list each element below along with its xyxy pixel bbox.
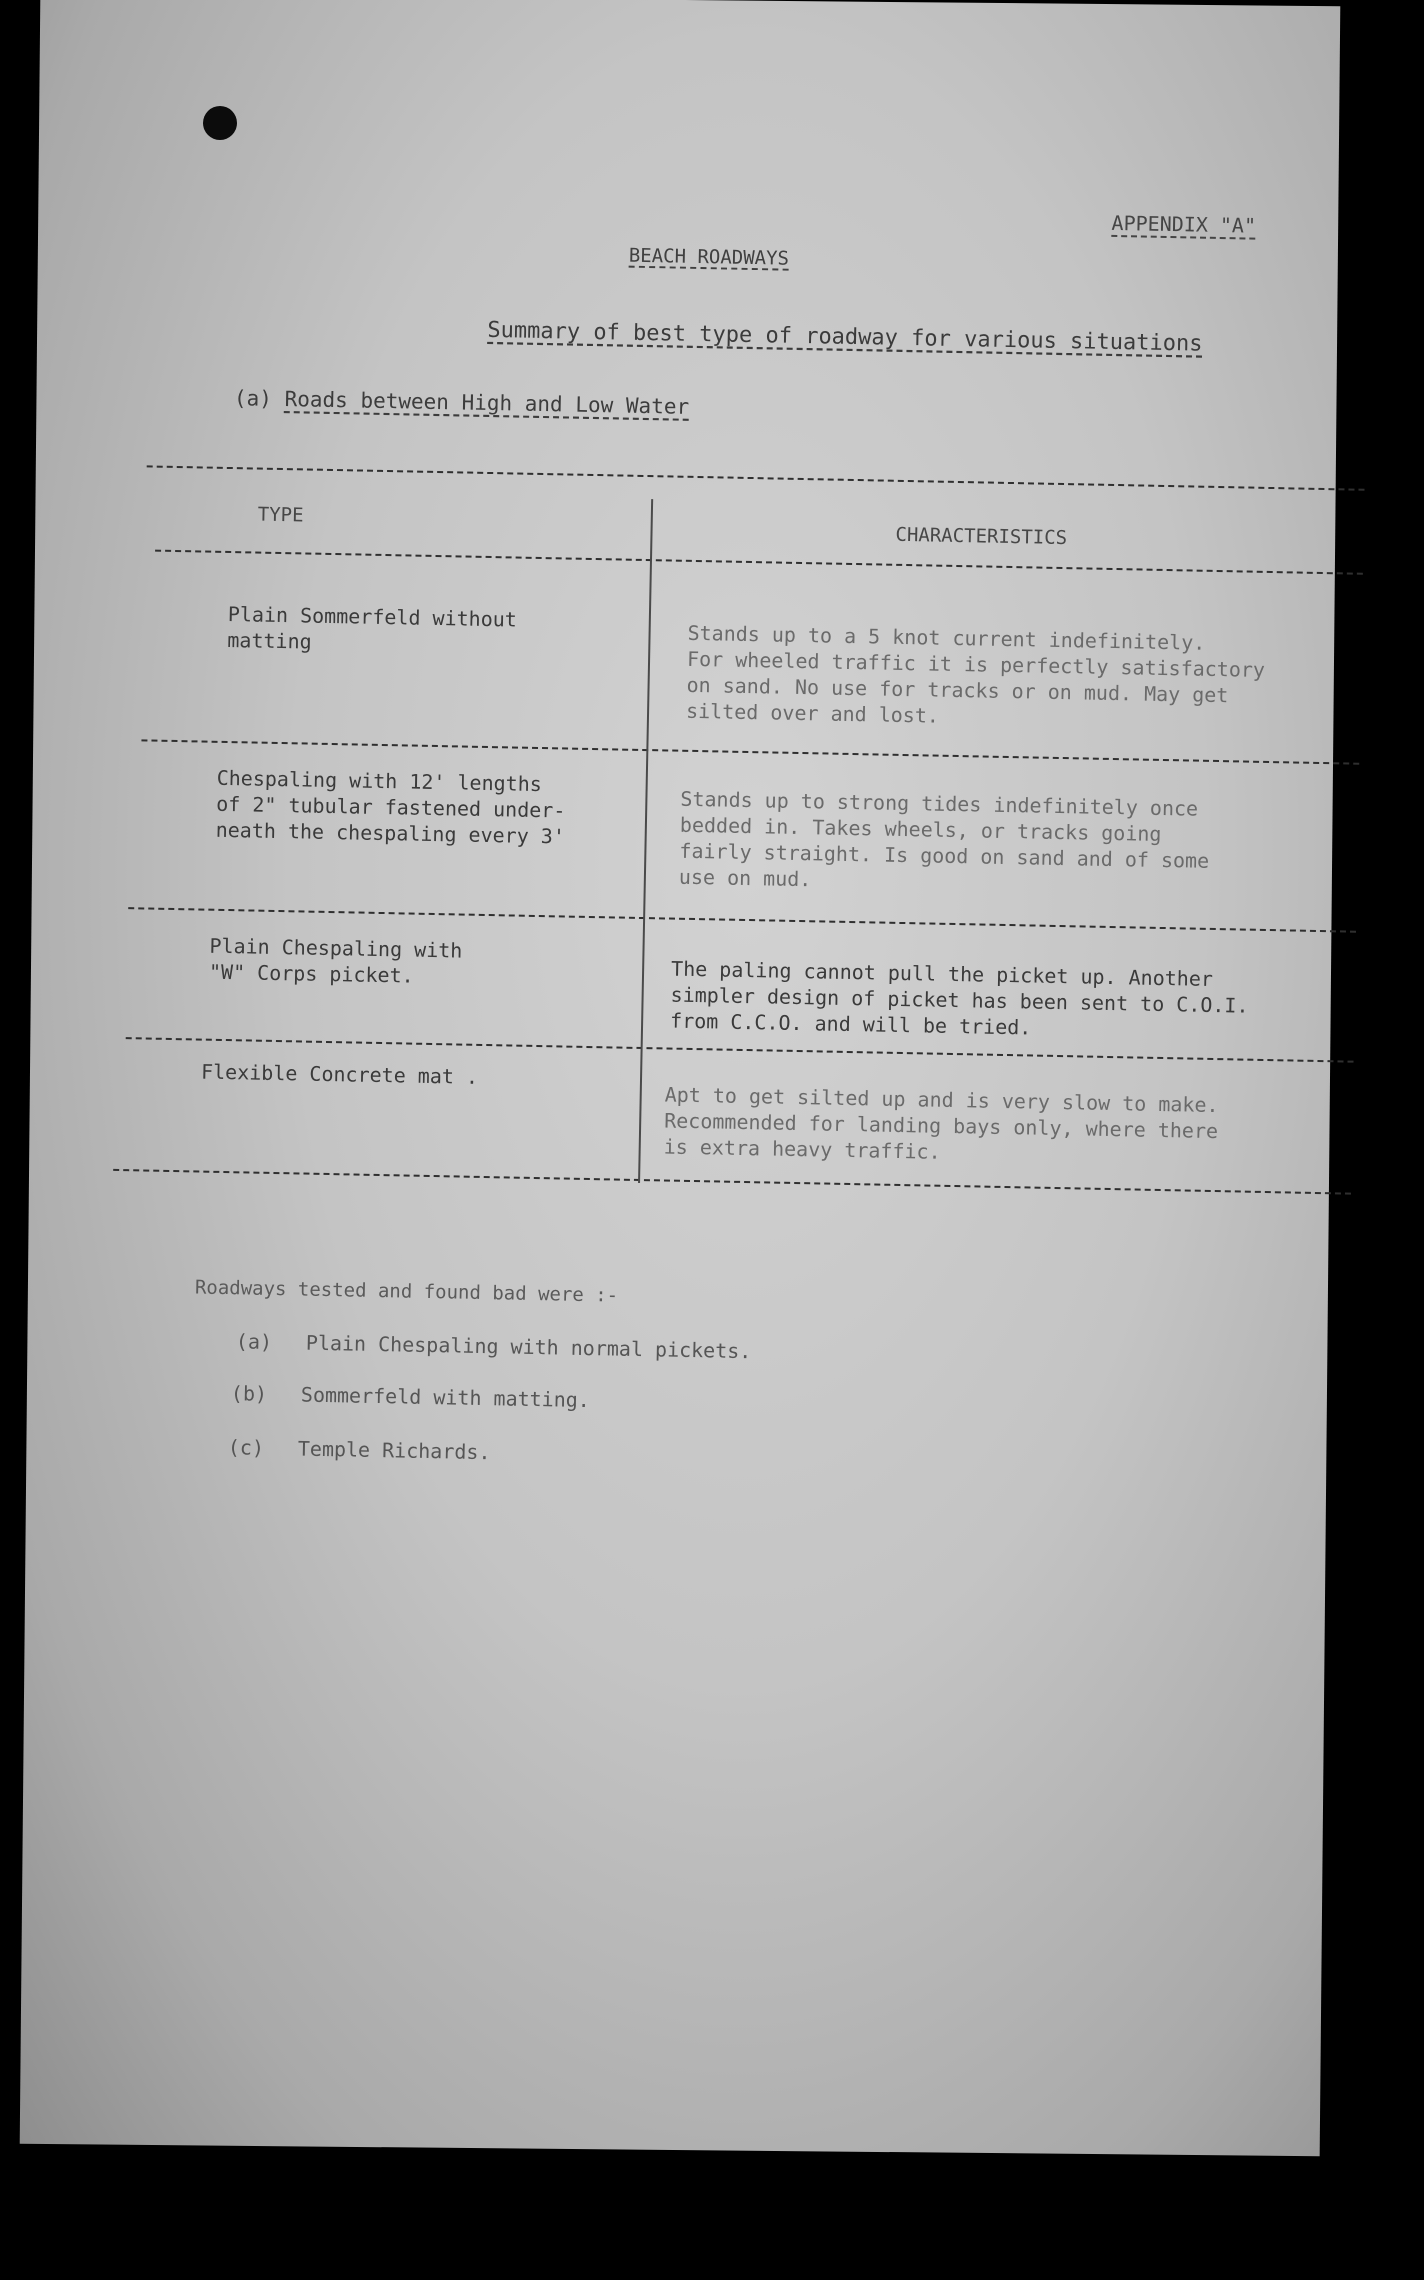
list-item-label: (c)	[227, 1435, 265, 1460]
list-item-text: Plain Chespaling with normal pickets.	[305, 1330, 752, 1364]
column-divider	[638, 499, 653, 1183]
section-heading	[234, 386, 690, 419]
list-item-label: (a)	[235, 1329, 273, 1354]
column-header-characteristics: CHARACTERISTICS	[895, 523, 1068, 550]
row-divider	[128, 907, 1356, 933]
document-title: BEACH ROADWAYS	[628, 244, 790, 270]
table-top-rule	[147, 465, 1365, 490]
table-cell-characteristics: Stands up to strong tides indefinitely once bedded in. Takes wheels, or tracks going fairly straight. Is good on sand and of some use on mud.	[678, 786, 1210, 892]
bad-roadways-intro: Roadways tested and found bad were :-	[194, 1276, 619, 1307]
table-cell-type: Chespaling with 12' lengths of 2" tubular fastened under- neath the chespaling every 3'	[215, 765, 566, 849]
section-prefix: (a)	[233, 386, 273, 411]
list-item	[236, 1329, 752, 1363]
header-bottom-rule	[155, 550, 1363, 575]
table-cell-type: Plain Chespaling with "W" Corps picket.	[208, 933, 463, 988]
appendix-label: APPENDIX "A"	[1111, 210, 1257, 238]
table-cell-characteristics: The paling cannot pull the picket up. Another simpler design of picket has been sent to C.O.I. from C.C.O. and will be tried.	[669, 956, 1249, 1040]
row-divider	[141, 739, 1359, 764]
section-title: Roads between High and Low Water	[284, 387, 690, 419]
list-item	[228, 1435, 491, 1464]
document-subtitle: Summary of best type of roadway for various situations	[487, 317, 1203, 357]
list-item	[231, 1381, 590, 1412]
table-cell-type: Plain Sommerfeld without matting	[227, 601, 518, 654]
table-bottom-rule	[113, 1169, 1351, 1195]
list-item-label: (b)	[230, 1381, 268, 1406]
list-item-text: Temple Richards.	[297, 1436, 491, 1465]
list-item-text: Sommerfeld with matting.	[300, 1382, 591, 1413]
table-cell-characteristics: Stands up to a 5 knot current indefinitely. For wheeled traffic it is perfectly satisfactory on sand. No use for tracks or on mud. May get silted over and lost.	[685, 620, 1266, 728]
column-header-type: TYPE	[257, 503, 304, 527]
table-cell-characteristics: Apt to get silted up and is very slow to make. Recommended for landing bays only, where there is extra heavy traffic.	[663, 1082, 1219, 1164]
table-cell-type: Flexible Concrete mat .	[200, 1059, 479, 1089]
